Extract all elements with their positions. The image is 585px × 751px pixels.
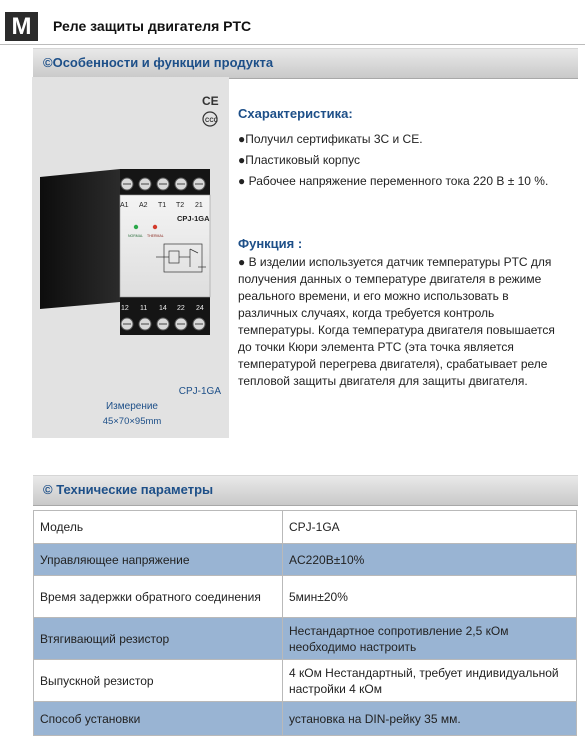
- table-row: [34, 544, 577, 576]
- text-line: до точки Кюри элемента PTC (эта точка является: [238, 340, 514, 354]
- terminal-label: 22: [177, 305, 185, 312]
- normal-led-icon: [134, 225, 138, 229]
- features-section-header: [33, 48, 578, 79]
- list-item: ●Пластиковый корпус: [238, 153, 360, 167]
- characteristics-list: [238, 131, 548, 194]
- terminal-label: 24: [196, 305, 204, 312]
- table-row: [34, 702, 577, 736]
- product-photo-panel: [32, 77, 229, 438]
- function-description: [238, 254, 578, 390]
- specs-table: [33, 510, 577, 736]
- table-row: [34, 660, 577, 702]
- relay-front-face: [120, 195, 210, 297]
- terminal-label: 14: [159, 305, 167, 312]
- page-title: Реле защиты двигателя PTC: [53, 18, 252, 34]
- features-section-title: ©Особенности и функции продукта: [43, 55, 274, 70]
- list-item: ● Рабочее напряжение переменного тока 220 В ± 10 %.: [238, 174, 549, 188]
- list-item: ●Получил сертификаты 3С и CE.: [238, 132, 423, 146]
- terminal-label: 21: [195, 202, 203, 209]
- text-line: получения данных о температуре двигателя в режиме: [238, 272, 542, 286]
- led-label: THERMAL: [147, 234, 164, 238]
- thermal-led-icon: [153, 225, 157, 229]
- dimension-label: Измерение: [105, 401, 159, 412]
- terminal-label: A2: [139, 202, 148, 209]
- text-line: ● В изделии используется датчик температуры PTC для: [238, 255, 552, 269]
- terminal-label: 11: [140, 305, 148, 312]
- table-row: [34, 576, 577, 618]
- text-line: температурой перегрева двигателя), срабатывает реле: [238, 357, 548, 371]
- relay-illustration: [32, 77, 229, 438]
- specs-section-title: © Технические параметры: [43, 482, 214, 497]
- title-divider: [0, 44, 585, 45]
- spec-value: Нестандартное сопротивление 2,5 кОм необходимо настроить: [283, 618, 577, 660]
- terminal-label: T1: [158, 202, 167, 209]
- dimension-value: 45×70×95mm: [102, 416, 162, 427]
- led-label: NORMAL: [128, 234, 143, 238]
- text-line: температуры. Когда температура двигателя повышается: [238, 323, 555, 337]
- relay-body-side: [40, 169, 120, 309]
- spec-value: AC220B±10%: [283, 544, 577, 576]
- spec-value: установка на DIN-рейку 35 мм.: [283, 702, 577, 736]
- model-caption: CPJ-1GA: [178, 386, 221, 397]
- spec-name: Время задержки обратного соединения: [34, 576, 283, 618]
- spec-name: Модель: [34, 511, 283, 544]
- spec-value: 5мин±20%: [283, 576, 577, 618]
- function-title: Функция :: [238, 236, 303, 251]
- device-model-label: CPJ-1GA: [177, 214, 210, 223]
- svg-text:CCC: CCC: [205, 118, 218, 124]
- ce-mark-icon: [202, 94, 219, 108]
- section-badge: M: [5, 12, 38, 41]
- spec-value: 4 кОм Нестандартный, требует индивидуальной настройки 4 кОм: [283, 660, 577, 702]
- terminal-label: 12: [121, 305, 129, 312]
- terminal-label: A1: [120, 202, 129, 209]
- table-row: [34, 511, 577, 544]
- spec-name: Выпускной резистор: [34, 660, 283, 702]
- spec-name: Управляющее напряжение: [34, 544, 283, 576]
- spec-value: CPJ-1GA: [283, 511, 577, 544]
- text-line: реального времени, и его можно использовать в: [238, 289, 509, 303]
- ccc-mark-icon: [203, 112, 219, 126]
- specs-section-header: [33, 475, 578, 506]
- spec-name: Способ установки: [34, 702, 283, 736]
- terminal-label: T2: [176, 202, 185, 209]
- spec-name: Втягивающий резистор: [34, 618, 283, 660]
- text-line: тепловой защиты двигателя для защиты двигателя.: [238, 374, 528, 388]
- characteristics-title: Сxарактеристика:: [238, 106, 353, 121]
- table-row: [34, 618, 577, 660]
- svg-text:CE: CE: [202, 94, 219, 108]
- text-line: различных случаях, когда требуется контроль: [238, 306, 495, 320]
